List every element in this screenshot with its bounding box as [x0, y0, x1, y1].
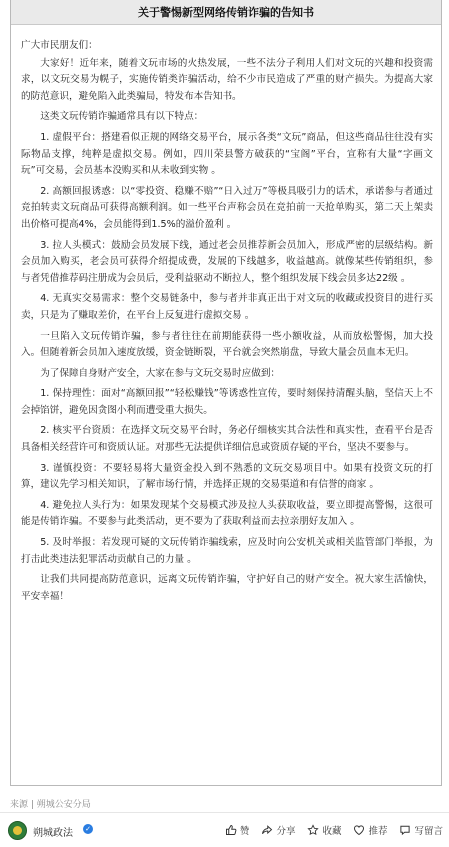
- paragraph-intro: 大家好！近年来，随着文玩市场的火热发展，一些不法分子利用人们对文玩的兴趣和投资需求，以文玩交易为幌子，实施传销类诈骗活动，给不少市民造成了严重的财产损失。为提高大家的防范意识，避免陷入此类骗局，特发布本告知书。: [21, 57, 433, 102]
- notice-body: [21, 38, 433, 609]
- paragraph-advice-1: 1. 保持理性：面对“高额回报”“轻松赚钱”等诱惑性宣传，要时刻保持清醒头脑，坚信天上不会掉馅饼，避免因贪图小利而遭受重大损失。: [21, 388, 433, 416]
- action-bar: [225, 822, 443, 838]
- favorite-button[interactable]: [307, 822, 341, 838]
- paragraph-advice-3: 3. 谨慎投资：不要轻易将大量资金投入到不熟悉的文玩交易项目中。如果有投资文玩的打算，建议先学习相关知识，了解市场行情，并选择正规的交易渠道和有信誉的商家 。: [21, 462, 433, 491]
- comment-icon: [399, 824, 411, 836]
- salutation: 广大市民朋友们：: [21, 40, 98, 51]
- favorite-label: 收藏: [322, 826, 342, 837]
- notice-title: 关于警惕新型网络传销诈骗的告知书: [11, 0, 441, 25]
- recommend-button[interactable]: [353, 822, 387, 838]
- paragraph-advice-4: 4. 避免拉人头行为：如果发现某个交易模式涉及拉人头获取收益，要立即提高警惕，这很可能是传销诈骗。不要参与此类活动，更不要为了获取利益而去拉亲朋好友加入 。: [21, 499, 433, 528]
- notice-card: [10, 0, 442, 786]
- paragraph-advice-5: 5. 及时举报：若发现可疑的文玩传销诈骗线索，应及时向公安机关或相关监管部门举报，为打击此类违法犯罪活动贡献自己的力量 。: [21, 537, 433, 565]
- paragraph-closing: 让我们共同提高防范意识，远离文玩传销诈骗，守护好自己的财产安全。祝大家生活愉快，平安幸福！: [21, 574, 433, 602]
- heart-icon: [353, 824, 365, 836]
- like-label: 赞: [239, 826, 250, 837]
- thumbs-up-icon: [225, 824, 237, 836]
- paragraph-feature-3: 3. 拉人头模式：鼓励会员发展下线，通过老会员推荐新会员加入，形成严密的层级结构。新会员加入购买，老会员可获得介绍提成费，发展的下线越多，收益越高。就像某些传销组织，参与者凭借推荐码注册成为会员后，受利益驱动不断拉人，整个组织发展下线会员多达22级 。: [21, 239, 433, 284]
- comment-button[interactable]: [399, 822, 443, 838]
- paragraph-advice-heading: 为了保障自身财产安全，大家在参与文玩交易时应做到：: [40, 367, 281, 379]
- article-footer: [0, 812, 449, 847]
- comment-label: 写留言: [414, 826, 443, 837]
- paragraph-feature-1: 1. 虚假平台：搭建看似正规的网络交易平台，展示各类“文玩”商品，但这些商品往往没有实际物品支撑，纯粹是虚拟交易。例如，四川荣县警方破获的“宝阁”平台，宣称有大量“字画文玩”可交易，会员基本没购买和从未收到实物 。: [21, 131, 433, 177]
- share-label: 分享: [276, 826, 296, 837]
- share-icon: [261, 824, 273, 836]
- source-label: 来源 | 朔城公安分局: [10, 800, 91, 810]
- verified-badge-icon: ✓: [83, 824, 93, 834]
- share-button[interactable]: [261, 822, 295, 838]
- account-avatar[interactable]: [8, 821, 27, 840]
- recommend-label: 推荐: [368, 826, 388, 837]
- star-icon: [307, 824, 319, 836]
- paragraph-advice-2: 2. 核实平台资质：在选择文玩交易平台时，务必仔细核实其合法性和真实性，查看平台是否具备相关经营许可和资质认证。对那些无法提供详细信息或资质存疑的平台，坚决不要参与。: [21, 425, 433, 454]
- paragraph-feature-2: 2. 高额回报诱惑：以“零投资、稳赚不赔”“日入过万”等极具吸引力的话术，承诺参与者通过竞拍转卖文玩商品可获得高额利润。如一些平台声称会员在竞拍前一天抢单购买，第二天上架卖出价格可提高4%，会员能得到1.5%的溢价盈利 。: [21, 185, 433, 230]
- paragraph-feature-4: 4. 无真实交易需求：整个交易链条中，参与者并非真正出于对文玩的收藏或投资目的进行买卖，只是为了赚取差价，在平台上反复进行虚拟交易 。: [21, 293, 433, 321]
- like-button[interactable]: [225, 822, 250, 838]
- paragraph-features-heading: 这类文玩传销诈骗通常具有以下特点：: [40, 111, 204, 123]
- paragraph-consequence: 一旦陷入文玩传销诈骗，参与者往往在前期能获得一些小额收益，从而放松警惕，加大投入。但随着新会员加入速度放缓，资金链断裂，平台就会突然崩盘，导致大量会员血本无归。: [21, 330, 433, 359]
- account-name[interactable]: 朔城政法: [33, 828, 73, 839]
